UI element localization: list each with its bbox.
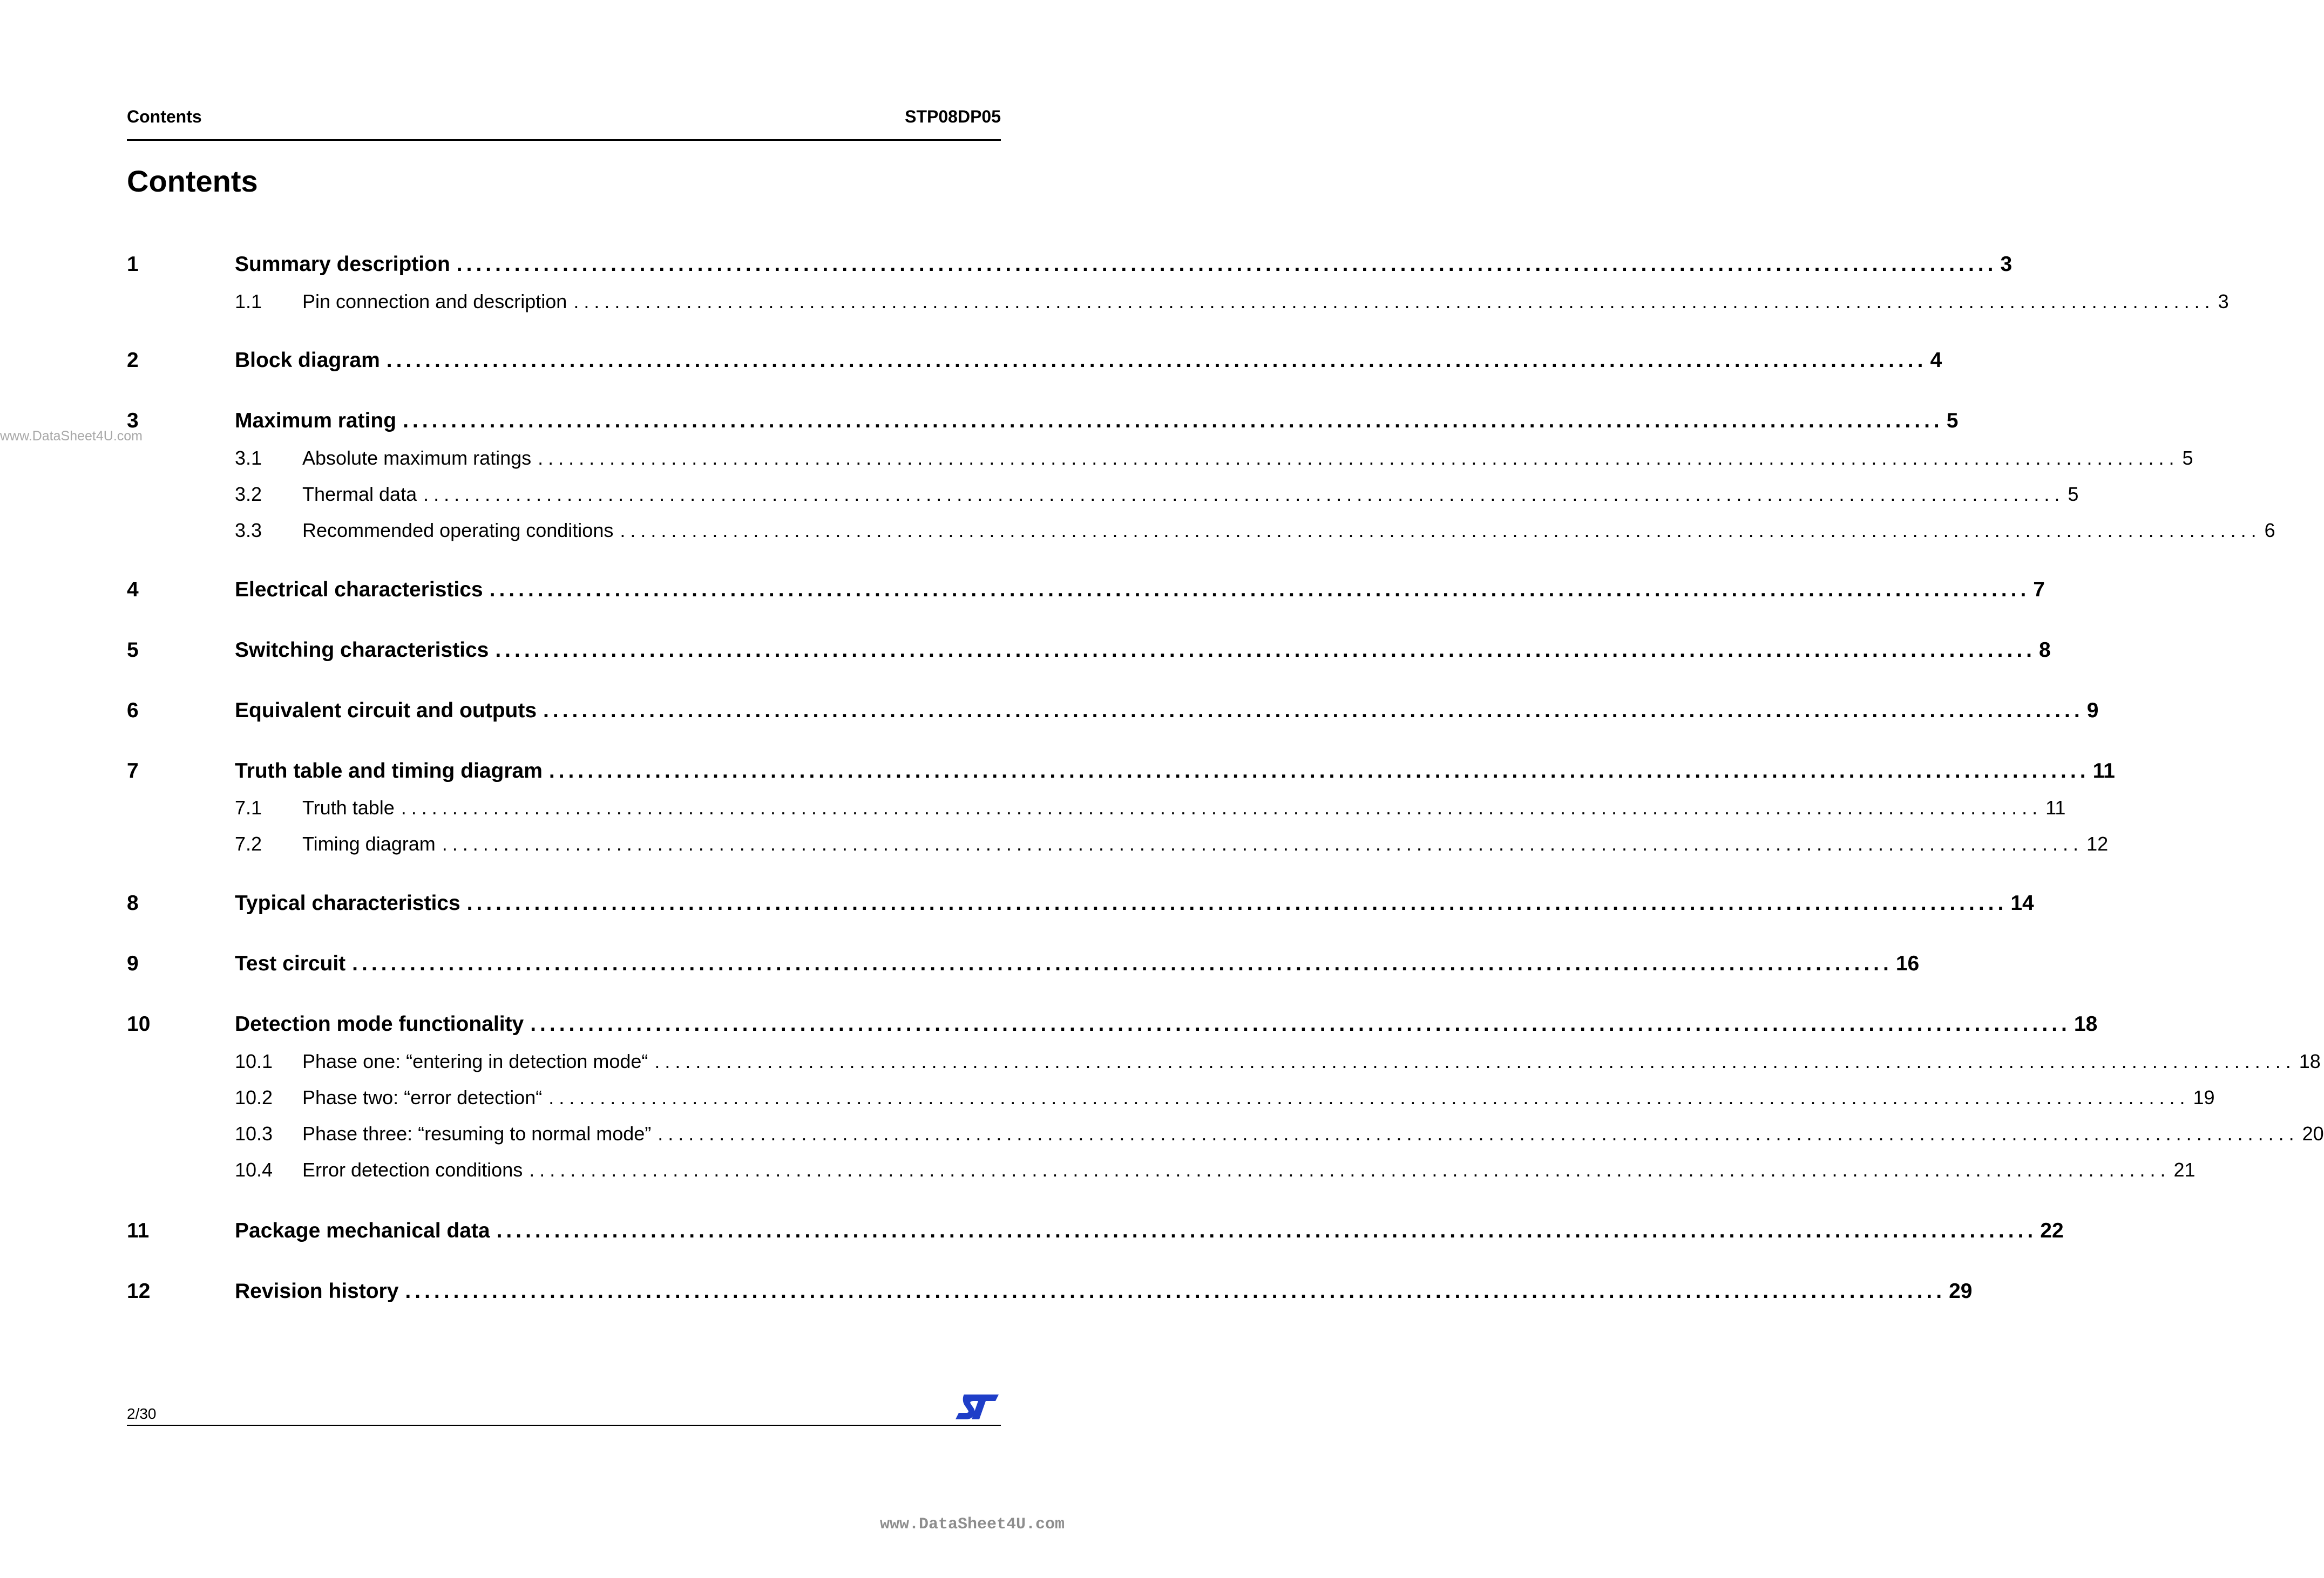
- toc-entry-page: 7: [2030, 578, 2045, 602]
- toc-entry-title: Switching characteristics: [235, 638, 489, 662]
- toc-dot-leader: ................................................................................................................................................................: [538, 447, 2179, 469]
- toc-chapter-entry[interactable]: [127, 1012, 2098, 1036]
- toc-entry-number: 7.2: [235, 833, 262, 855]
- toc-dot-leader: ................................................................................................................................................................: [529, 1159, 2171, 1181]
- toc-entry-number: 1: [127, 253, 139, 276]
- toc-entry-page: 6: [2261, 519, 2275, 542]
- toc-dot-leader: ................................................................................................................................................................: [401, 797, 2043, 819]
- toc-entry-number: 10: [127, 1012, 151, 1036]
- toc-chapter-entry[interactable]: [127, 253, 2013, 276]
- toc-entry-number: 9: [127, 952, 139, 975]
- toc-entry-page: 29: [1946, 1280, 1972, 1303]
- toc-chapter-entry[interactable]: [127, 578, 2045, 602]
- toc-entry-page: 18: [2071, 1012, 2097, 1036]
- toc-entry-title: Phase one: “entering in detection mode“: [302, 1050, 648, 1072]
- toc-chapter-entry[interactable]: [127, 1219, 2064, 1243]
- toc-section-entry[interactable]: [127, 519, 2275, 542]
- toc-chapter-entry[interactable]: [127, 892, 2034, 915]
- toc-entry-title: Electrical characteristics: [235, 578, 483, 601]
- toc-chapter-entry[interactable]: [127, 1280, 1973, 1303]
- toc-entry-page: 20: [2299, 1123, 2324, 1145]
- toc-section-entry[interactable]: [127, 290, 2229, 313]
- header-divider: [127, 139, 1001, 141]
- side-watermark: www.DataSheet4U.com: [0, 428, 143, 444]
- bottom-watermark: www.DataSheet4U.com: [879, 1515, 1065, 1534]
- toc-chapter-entry[interactable]: [127, 638, 2051, 662]
- toc-dot-leader: ................................................................................................................................................................: [352, 952, 1893, 975]
- toc-entry-number: 3.1: [235, 447, 262, 469]
- toc-entry-page: 11: [2090, 759, 2115, 783]
- toc-chapter-entry[interactable]: [127, 349, 1942, 372]
- toc-dot-leader: ................................................................................................................................................................: [423, 483, 2065, 505]
- toc-dot-leader: ................................................................................................................................................................: [543, 699, 2084, 722]
- toc-section-entry[interactable]: [127, 833, 2109, 855]
- toc-entry-title: Summary description: [235, 253, 450, 276]
- toc-entry-page: 4: [1927, 349, 1942, 372]
- toc-dot-leader: ................................................................................................................................................................: [530, 1012, 2071, 1036]
- header-section-label: Contents: [127, 107, 202, 126]
- toc-entry-title: Block diagram: [235, 349, 380, 372]
- toc-entry-page: 16: [1893, 952, 1919, 976]
- toc-entry-number: 4: [127, 578, 139, 601]
- footer-divider: [127, 1425, 1001, 1426]
- toc-entry-title: Package mechanical data: [235, 1219, 490, 1242]
- toc-section-entry[interactable]: [127, 447, 2193, 470]
- page-number: 2/30: [127, 1405, 157, 1422]
- toc-dot-leader: ................................................................................................................................................................: [489, 578, 2030, 601]
- toc-dot-leader: ................................................................................................................................................................: [442, 833, 2084, 855]
- toc-entry-page: 8: [2036, 638, 2051, 662]
- toc-dot-leader: ................................................................................................................................................................: [386, 349, 1927, 372]
- toc-entry-page: 9: [2084, 699, 2099, 723]
- toc-chapter-entry[interactable]: [127, 409, 1959, 433]
- toc-entry-title: Thermal data: [302, 483, 417, 505]
- toc-section-entry[interactable]: [127, 1050, 2321, 1073]
- toc-dot-leader: ................................................................................................................................................................: [466, 892, 2008, 915]
- toc-entry-page: 18: [2296, 1050, 2321, 1073]
- toc-dot-leader: ................................................................................................................................................................: [405, 1280, 1946, 1303]
- toc-entry-page: 12: [2083, 833, 2108, 855]
- header-part-number: STP08DP05: [905, 107, 1001, 126]
- toc-dot-leader: ................................................................................................................................................................: [548, 759, 2090, 783]
- toc-chapter-entry[interactable]: [127, 699, 2099, 723]
- toc-entry-number: 7.1: [235, 797, 262, 819]
- toc-entry-number: 10.1: [235, 1050, 273, 1072]
- toc-entry-number: 1.1: [235, 290, 262, 312]
- toc-entry-page: 5: [2179, 447, 2193, 470]
- toc-chapter-entry[interactable]: [127, 952, 1920, 976]
- toc-entry-page: 3: [1997, 253, 2012, 276]
- toc-entry-number: 3: [127, 409, 139, 432]
- toc-section-entry[interactable]: [127, 1123, 2324, 1145]
- toc-dot-leader: ................................................................................................................................................................: [403, 409, 1943, 432]
- toc-entry-page: 5: [2064, 483, 2078, 506]
- toc-entry-number: 2: [127, 349, 139, 372]
- toc-entry-number: 7: [127, 759, 139, 783]
- toc-entry-title: Typical characteristics: [235, 892, 460, 915]
- toc-chapter-entry[interactable]: [127, 759, 2115, 783]
- toc-entry-number: 11: [127, 1219, 150, 1242]
- toc-entry-title: Phase two: “error detection“: [302, 1086, 543, 1108]
- toc-entry-number: 5: [127, 638, 139, 662]
- toc-entry-number: 3.3: [235, 519, 262, 541]
- toc-entry-title: Pin connection and description: [302, 290, 567, 312]
- toc-entry-title: Truth table: [302, 797, 395, 819]
- toc-section-entry[interactable]: [127, 797, 2066, 819]
- toc-entry-page: 22: [2037, 1219, 2063, 1243]
- toc-entry-number: 6: [127, 699, 139, 722]
- toc-dot-leader: ................................................................................................................................................................: [548, 1086, 2190, 1108]
- toc-entry-title: Test circuit: [235, 952, 346, 975]
- toc-entry-title: Equivalent circuit and outputs: [235, 699, 537, 722]
- toc-dot-leader: ................................................................................................................................................................: [658, 1123, 2299, 1145]
- toc-entry-page: 21: [2171, 1159, 2196, 1181]
- toc-entry-title: Absolute maximum ratings: [302, 447, 532, 469]
- toc-section-entry[interactable]: [127, 1086, 2215, 1109]
- toc-entry-number: 10.3: [235, 1123, 273, 1145]
- toc-entry-title: Recommended operating conditions: [302, 519, 614, 541]
- toc-entry-page: 5: [1943, 409, 1959, 433]
- toc-entry-title: Maximum rating: [235, 409, 397, 432]
- toc-entry-number: 10.4: [235, 1159, 273, 1181]
- toc-entry-page: 19: [2190, 1086, 2215, 1109]
- toc-entry-number: 10.2: [235, 1086, 273, 1108]
- toc-entry-page: 3: [2215, 290, 2229, 313]
- toc-dot-leader: ................................................................................................................................................................: [496, 1219, 2037, 1242]
- toc-entry-number: 3.2: [235, 483, 262, 505]
- page-title: Contents: [127, 164, 258, 198]
- st-logo-icon: [954, 1392, 1000, 1421]
- toc-entry-page: 14: [2007, 892, 2034, 915]
- toc-entry-page: 11: [2042, 797, 2065, 819]
- toc-entry-title: Error detection conditions: [302, 1159, 523, 1181]
- toc-dot-leader: ................................................................................................................................................................: [654, 1050, 2296, 1072]
- toc-dot-leader: ................................................................................................................................................................: [495, 638, 2036, 662]
- toc-section-entry[interactable]: [127, 483, 2079, 506]
- toc-entry-title: Timing diagram: [302, 833, 436, 855]
- toc-entry-number: 12: [127, 1280, 151, 1303]
- toc-entry-title: Truth table and timing diagram: [235, 759, 543, 783]
- toc-entry-number: 8: [127, 892, 139, 915]
- toc-dot-leader: ................................................................................................................................................................: [456, 253, 1997, 276]
- toc-entry-title: Revision history: [235, 1280, 399, 1303]
- toc-entry-title: Detection mode functionality: [235, 1012, 524, 1036]
- toc-dot-leader: ................................................................................................................................................................: [573, 290, 2215, 312]
- toc-entry-title: Phase three: “resuming to normal mode”: [302, 1123, 652, 1145]
- toc-dot-leader: ................................................................................................................................................................: [620, 519, 2261, 541]
- toc-section-entry[interactable]: [127, 1159, 2196, 1181]
